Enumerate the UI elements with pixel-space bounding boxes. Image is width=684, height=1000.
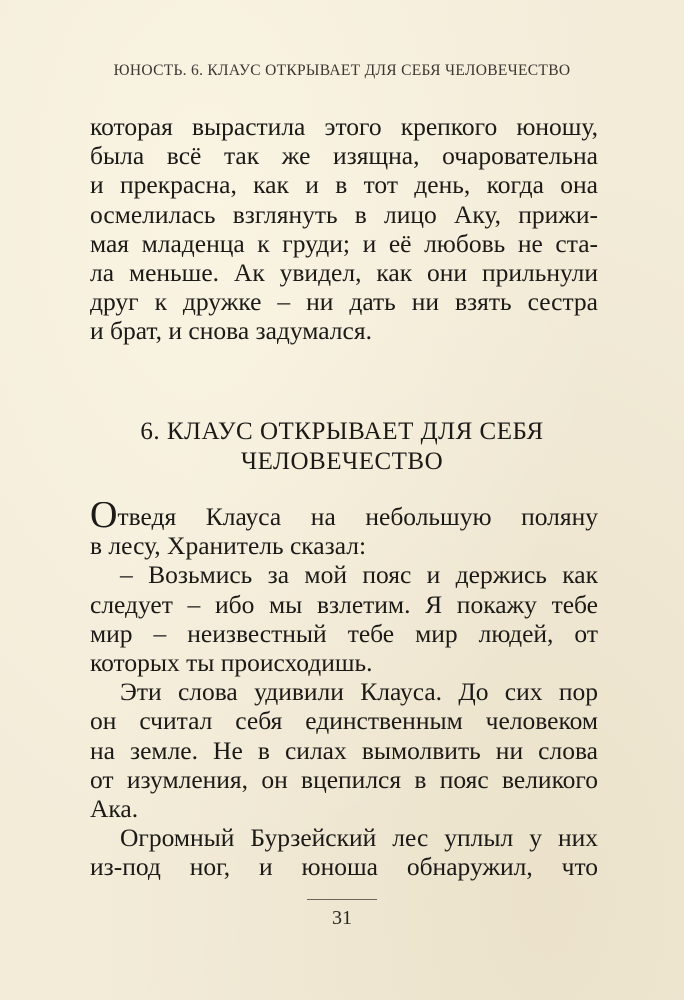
text-line: которая вырастила этого крепкого юношу, bbox=[90, 112, 598, 141]
chapter-body bbox=[90, 502, 598, 882]
text-line: друг к дружке – ни дать ни взять сестра bbox=[90, 287, 598, 317]
text-line: следует – ибо мы взлетим. Я покажу тебе bbox=[90, 589, 598, 619]
text-line: и прекрасна, как и в тот день, когда она bbox=[90, 170, 598, 200]
text-line: Ака. bbox=[90, 794, 139, 824]
chapter-title bbox=[0, 417, 684, 476]
page-number: 31 bbox=[332, 907, 352, 929]
text-line: которых ты происходишь. bbox=[90, 648, 373, 678]
text-line: Огромный Бурзейский лес уплыл у них bbox=[120, 823, 598, 853]
text-line: мир – неизвестный тебе мир людей, от bbox=[90, 618, 598, 648]
text-line: на земле. Не в силах вымолвить ни слова bbox=[90, 735, 598, 765]
top-paragraph bbox=[90, 112, 598, 346]
folio-rule bbox=[307, 899, 377, 900]
text-line: в лесу, Хранитель сказал: bbox=[90, 531, 367, 561]
text-line: мая младенца к груди; и её любовь не ста- bbox=[90, 228, 598, 258]
text-line: из-под ног, и юноша обнаружил, что bbox=[90, 852, 598, 882]
first-line bbox=[90, 502, 598, 531]
text-line: и брат, и снова задумался. bbox=[90, 316, 372, 346]
running-head: ЮНОСТЬ. 6. КЛАУС ОТКРЫВАЕТ ДЛЯ СЕБЯ ЧЕЛОВЕЧЕСТВО bbox=[113, 62, 571, 79]
first-line-text: тведя Клауса на небольшую поляну bbox=[117, 502, 598, 531]
text-line: от изумления, он вцепился в пояс великого bbox=[90, 764, 598, 794]
text-line: Эти слова удивили Клауса. До сих пор bbox=[120, 677, 598, 707]
text-line: осмелилась взглянуть в лицо Аку, прижи- bbox=[90, 199, 598, 229]
text-line: была всё так же изящна, очаровательна bbox=[90, 141, 598, 171]
chapter-title-line: ЧЕЛОВЕЧЕСТВО bbox=[240, 447, 444, 475]
text-line: – Возьмись за мой пояс и держись как bbox=[120, 560, 598, 590]
text-line: ла меньше. Ак увидел, как они прильнули bbox=[90, 258, 598, 288]
chapter-title-line: 6. КЛАУС ОТКРЫВАЕТ ДЛЯ СЕБЯ bbox=[140, 418, 544, 445]
text-line: он считал себя единственным человеком bbox=[90, 706, 598, 736]
drop-cap: О bbox=[90, 502, 118, 532]
